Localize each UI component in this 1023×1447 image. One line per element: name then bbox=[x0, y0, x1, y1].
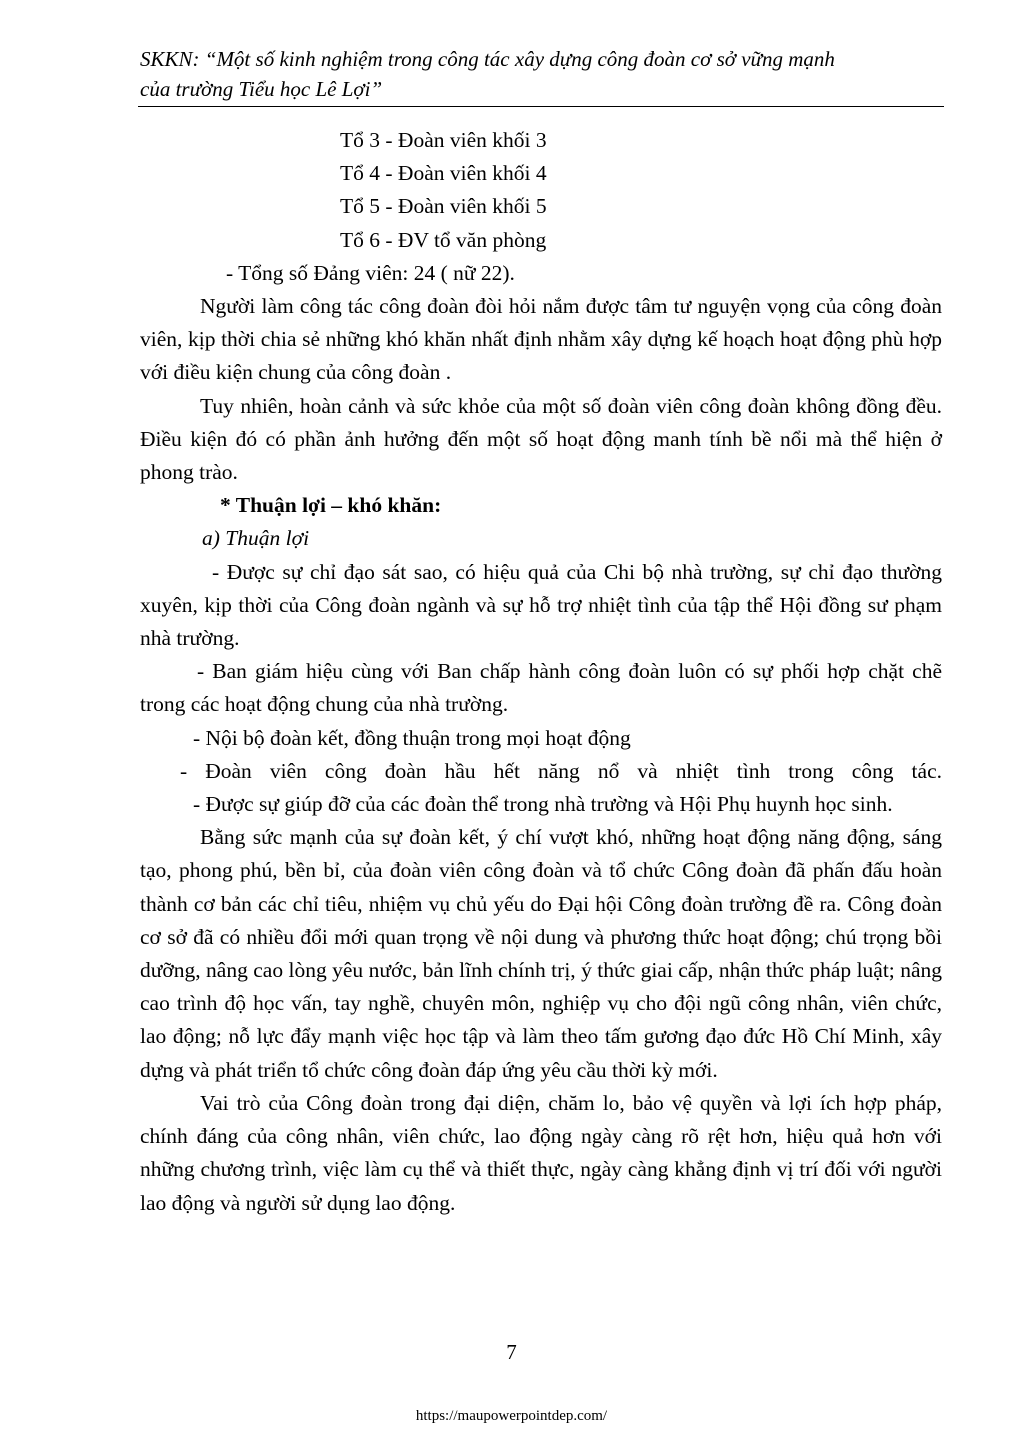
advantage-item-1: - Được sự chỉ đạo sát sao, có hiệu quả của Chi bộ nhà trường, sự chỉ đạo thường xuyên, kịp thời của Công đoàn ngành và sự hỗ trợ nhiệt tình của tập thể Hội đồng sư phạm nhà trường. bbox=[140, 559, 942, 651]
paragraph-2: Tuy nhiên, hoàn cảnh và sức khỏe của một số đoàn viên công đoàn không đồng đều. Điều kiện đó có phần ảnh hưởng đến một số hoạt động manh tính bề nổi mà thể hiện ở phong trào. bbox=[140, 393, 942, 485]
team-item-5: Tổ 5 - Đoàn viên khối 5 bbox=[340, 194, 547, 219]
header-title-line1: SKKN: “Một số kinh nghiệm trong công tác xây dựng công đoàn cơ sở vững mạnh bbox=[140, 47, 835, 71]
advantage-item-5: - Được sự giúp đỡ của các đoàn thể trong nhà trường và Hội Phụ huynh học sinh. bbox=[193, 792, 893, 817]
paragraph-4: Vai trò của Công đoàn trong đại diện, chăm lo, bảo vệ quyền và lợi ích hợp pháp, chính đáng của công nhân, viên chức, lao động ngày càng rõ rệt hơn, hiệu quả hơn với những chương trình, việc làm cụ thể và thiết thực, ngày càng khẳng định vị trí đối với người lao động và người sử dụng lao động. bbox=[140, 1090, 942, 1215]
subheading-advantages: a) Thuận lợi bbox=[202, 526, 310, 551]
team-item-4: Tổ 4 - Đoàn viên khối 4 bbox=[340, 161, 547, 186]
team-item-3: Tổ 3 - Đoàn viên khối 3 bbox=[340, 128, 547, 152]
footer-url: https://maupowerpointdep.com/ bbox=[415, 1408, 608, 1424]
page-number: 7 bbox=[506, 1340, 517, 1364]
advantage-item-3: - Nội bộ đoàn kết, đồng thuận trong mọi hoạt động bbox=[193, 725, 631, 750]
page-body bbox=[140, 124, 942, 1220]
header-divider bbox=[138, 106, 944, 107]
advantage-item-2: - Ban giám hiệu cùng với Ban chấp hành công đoàn luôn có sự phối hợp chặt chẽ trong các hoạt động chung của nhà trường. bbox=[140, 659, 942, 717]
header-title-line2: của trường Tiểu học Lê Lợi” bbox=[140, 77, 383, 101]
advantage-item-4: - Đoàn viên công đoàn hầu hết năng nổ và nhiệt tình trong công tác. bbox=[180, 758, 942, 783]
paragraph-1: Người làm công tác công đoàn đòi hỏi nắm được tâm tư nguyện vọng của công đoàn viên, kịp thời chia sẻ những khó khăn nhất định nhằm xây dựng kế hoạch hoạt động phù hợp với điều kiện chung của công đoàn . bbox=[140, 294, 942, 385]
paragraph-3: Bằng sức mạnh của sự đoàn kết, ý chí vượt khó, những hoạt động năng động, sáng tạo, phong phú, bền bỉ, của đoàn viên công đoàn và tổ chức Công đoàn đã phấn đấu hoàn thành cơ bản các chỉ tiêu, nhiệm vụ chủ yếu do Đại hội Công đoàn trường đề ra. Công đoàn cơ sở đã có nhiều đổi mới quan trọng về nội dung và phương thức hoạt động; chú trọng bồi dưỡng, nâng cao lòng yêu nước, bản lĩnh chính trị, ý thức giai cấp, nhận thức pháp luật; nâng cao trình độ học vấn, tay nghề, chuyên môn, nghiệp vụ cho đội ngũ công nhân, viên chức, lao động; nỗ lực đẩy mạnh việc học tập và làm theo tấm gương đạo đức Hồ Chí Minh, xây dựng và phát triển tổ chức công đoàn đáp ứng yêu cầu thời kỳ mới. bbox=[140, 825, 942, 1082]
section-heading: * Thuận lợi – khó khăn: bbox=[220, 493, 442, 518]
running-header bbox=[140, 44, 944, 104]
party-members-count: - Tổng số Đảng viên: 24 ( nữ 22). bbox=[226, 260, 515, 285]
team-item-6: Tổ 6 - ĐV tổ văn phòng bbox=[340, 227, 547, 252]
